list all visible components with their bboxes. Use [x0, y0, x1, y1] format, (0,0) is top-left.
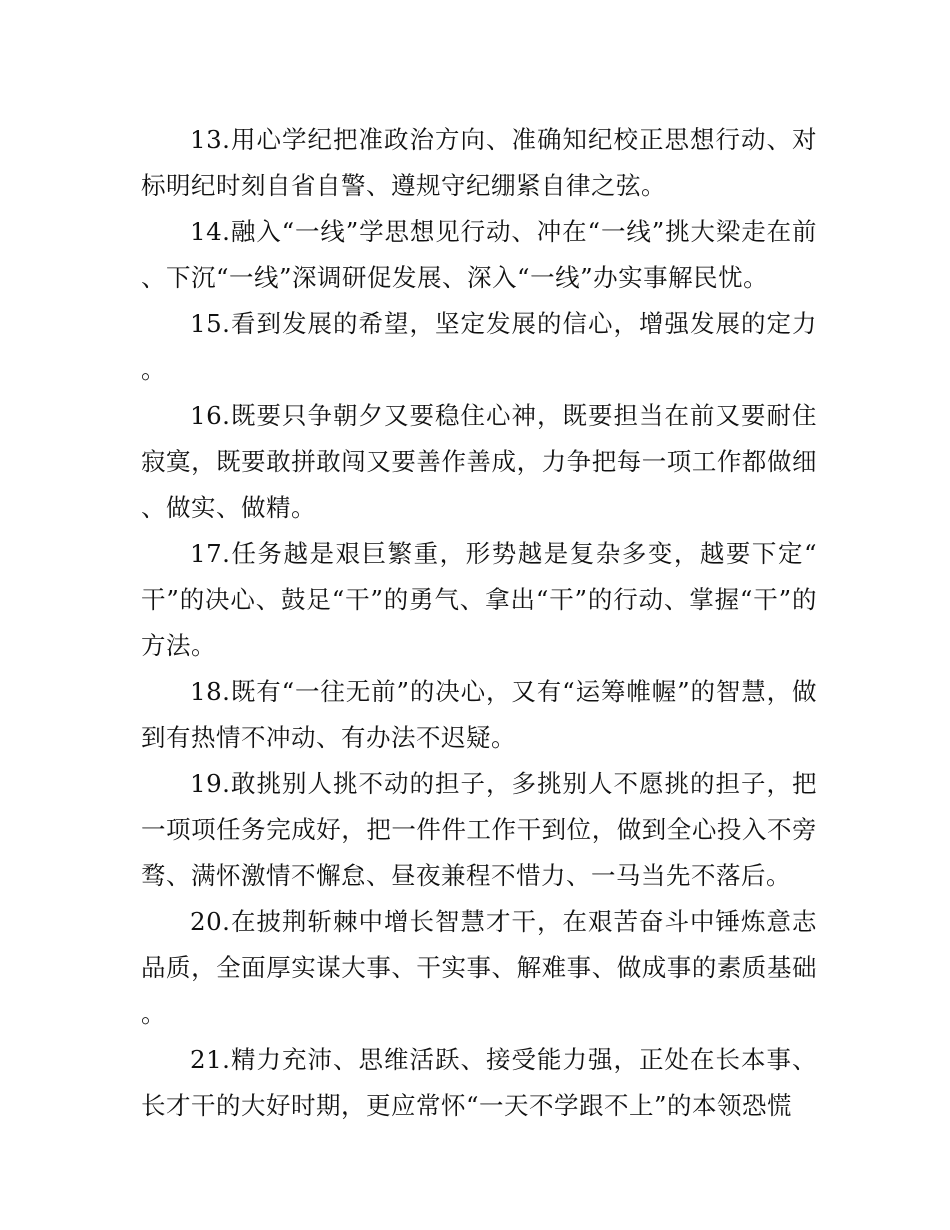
paragraph-20: [141, 899, 817, 1037]
paragraph-text: 任务越是艰巨繁重，形势越是复杂多变，越要下定“干”的决心、鼓足“干”的勇气、拿出“干”的行动、掌握“干”的方法。: [141, 539, 817, 660]
paragraph-number: 14.: [190, 217, 231, 246]
paragraph-text: 既要只争朝夕又要稳住心神，既要担当在前又要耐住寂寞，既要敢拼敢闯又要善作善成，力争把每一项工作都做细、做实、做精。: [141, 401, 817, 522]
paragraph-number: 20.: [190, 907, 231, 936]
paragraph-15: [141, 301, 817, 393]
paragraph-14: [141, 209, 817, 301]
paragraph-21: [141, 1037, 817, 1129]
paragraph-number: 19.: [190, 769, 231, 798]
document-page: [141, 117, 817, 1129]
paragraph-text: 敢挑别人挑不动的担子，多挑别人不愿挑的担子，把一项项任务完成好，把一件件工作干到位，做到全心投入不旁骛、满怀激情不懈怠、昼夜兼程不惜力、一马当先不落后。: [141, 769, 817, 890]
paragraph-text: 融入“一线”学思想见行动、冲在“一线”挑大梁走在前、下沉“一线”深调研促发展、深入“一线”办实事解民忧。: [141, 217, 817, 292]
paragraph-number: 13.: [190, 125, 231, 154]
paragraph-16: [141, 393, 817, 531]
paragraph-text: 精力充沛、思维活跃、接受能力强，正处在长本事、长才干的大好时期，更应常怀“一天不学跟不上”的本领恐慌: [141, 1045, 817, 1120]
paragraph-text: 既有“一往无前”的决心，又有“运筹帷幄”的智慧，做到有热情不冲动、有办法不迟疑。: [141, 677, 817, 752]
paragraph-number: 18.: [190, 677, 231, 706]
paragraph-text: 看到发展的希望，坚定发展的信心，增强发展的定力。: [141, 309, 817, 384]
paragraph-number: 21.: [190, 1045, 231, 1074]
paragraph-13: [141, 117, 817, 209]
paragraph-text: 在披荆斩棘中增长智慧才干，在艰苦奋斗中锤炼意志品质，全面厚实谋大事、干实事、解难事、做成事的素质基础。: [141, 907, 817, 1028]
paragraph-number: 16.: [190, 401, 231, 430]
paragraph-number: 17.: [190, 539, 231, 568]
paragraph-text: 用心学纪把准政治方向、准确知纪校正思想行动、对标明纪时刻自省自警、遵规守纪绷紧自律之弦。: [141, 125, 817, 200]
paragraph-number: 15.: [190, 309, 231, 338]
paragraph-19: [141, 761, 817, 899]
paragraph-17: [141, 531, 817, 669]
paragraph-18: [141, 669, 817, 761]
